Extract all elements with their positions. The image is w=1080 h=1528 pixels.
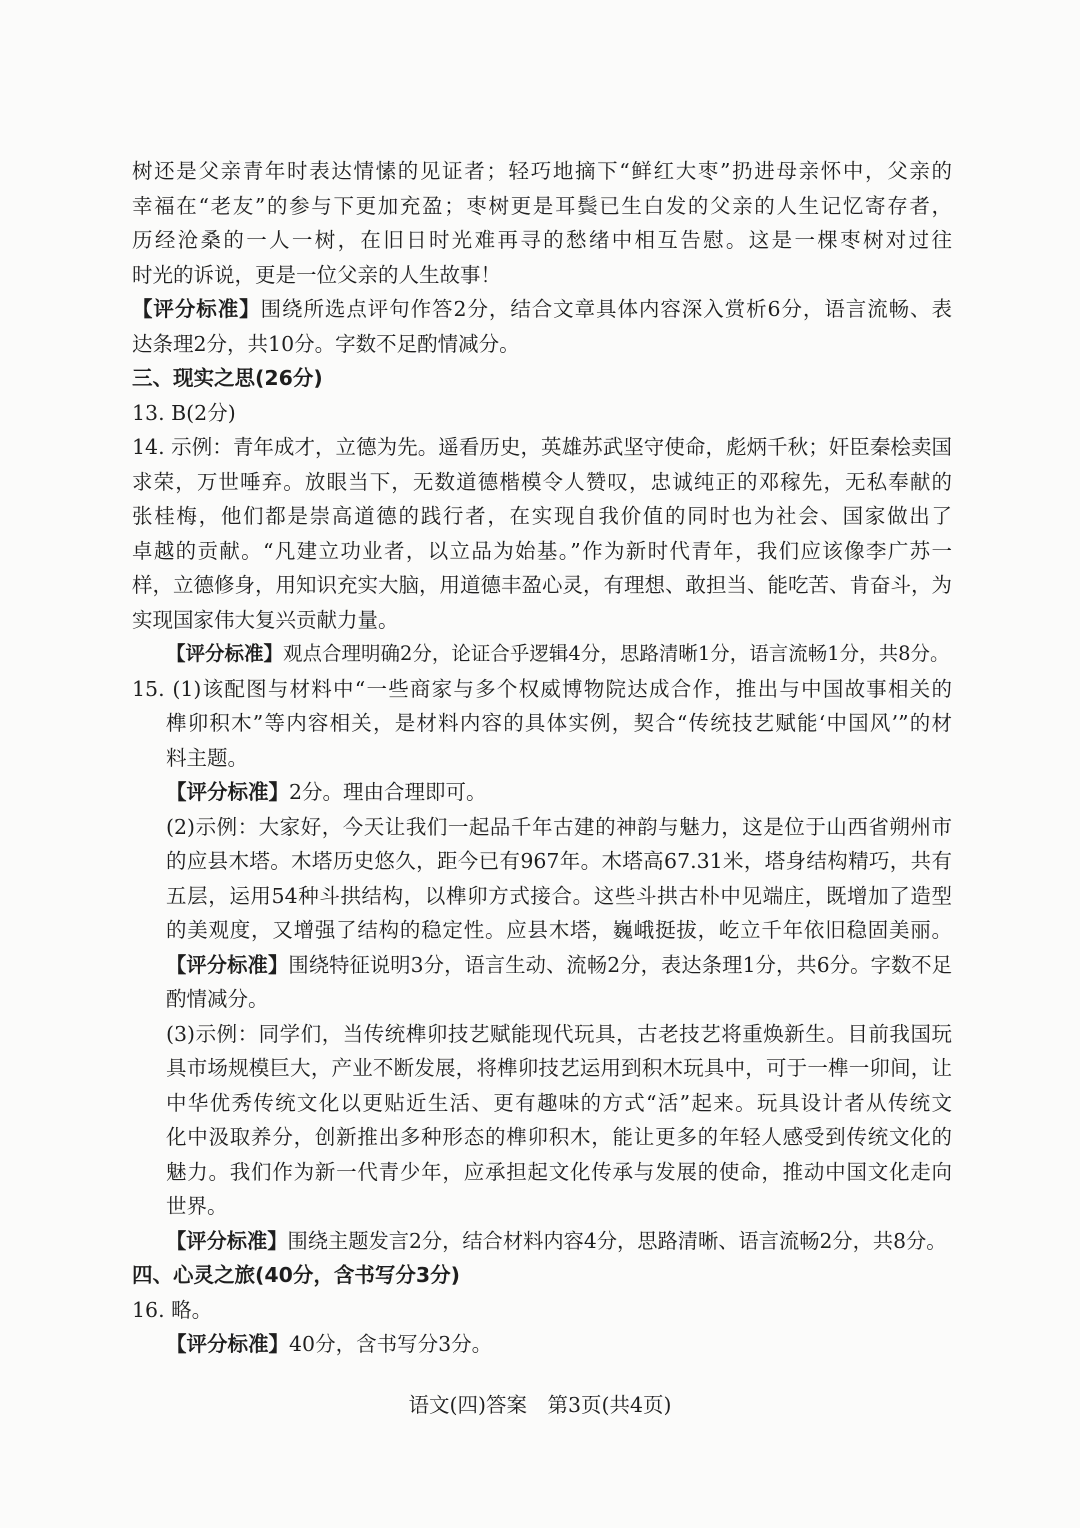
section-heading-3: 三、现实之思(26分) <box>132 366 323 390</box>
text-line: 求荣，万世唾弃。放眼当下，无数道德楷模令人赞叹，忠诚纯正的邓稼先，无私奉献的 <box>132 469 952 494</box>
section-heading-4: 四、心灵之旅(40分，含书写分3分) <box>132 1263 461 1287</box>
text-line: 达条理2分，共10分。字数不足酌情减分。 <box>132 331 520 356</box>
text-line: 魅力。我们作为新一代青少年，应承担起文化传承与发展的使命，推动中国文化走向 <box>166 1159 952 1184</box>
scoring-criteria-text: 观点合理明确2分，论证合乎逻辑4分，思路清晰1分，语言流畅1分，共8分。 <box>283 642 950 665</box>
text-line: (3)示例：同学们，当传统榫卯技艺赋能现代玩具，古老技艺将重焕新生。目前我国玩 <box>166 1021 952 1046</box>
text-line: 的应县木塔。木塔历史悠久，距今已有967年。木塔高67.31米，塔身结构精巧，共有 <box>166 849 952 873</box>
text-line: 五层，运用54种斗拱结构，以榫卯方式接合。这些斗拱古朴中见端庄，既增加了造型 <box>166 883 952 908</box>
text-line: 时光的诉说，更是一位父亲的人生故事！ <box>132 262 501 287</box>
text-line: 的美观度，又增强了结构的稳定性。应县木塔，巍峨挺拔，屹立千年依旧稳固美丽。 <box>166 918 952 942</box>
scoring-criteria-15-2 <box>132 948 952 1017</box>
text-line: 世界。 <box>166 1194 228 1218</box>
text-line: 化中汲取养分，创新推出多种形态的榫卯积木，能让更多的年轻人感受到传统文化的 <box>166 1125 952 1149</box>
scoring-criteria-text: 围绕主题发言2分，结合材料内容4分，思路清晰、语言流畅2分，共8分。 <box>287 1228 947 1253</box>
scoring-criteria-15-3 <box>132 1224 952 1259</box>
scoring-criteria-text: 40分，含书写分3分。 <box>289 1332 493 1356</box>
scoring-criteria-label: 【评分标准】 <box>166 780 289 804</box>
text-line: 树还是父亲青年时表达情愫的见证者；轻巧地摘下“鲜红大枣”扔进母亲怀中，父亲的 <box>132 159 952 183</box>
scoring-criteria-label: 【评分标准】 <box>166 952 289 977</box>
scoring-criteria-essay <box>132 292 952 361</box>
scoring-criteria-text: 2分。理由合理即可。 <box>289 780 487 804</box>
scoring-criteria-label: 【评分标准】 <box>166 1332 289 1356</box>
text-line: 14. 示例：青年成才，立德为先。遥看历史，英雄苏武坚守使命，彪炳千秋；奸臣秦桧卖国 <box>132 435 952 459</box>
text-line: 具市场规模巨大，产业不断发展，将榫卯技艺运用到积木玩具中，可于一榫一卯间，让 <box>166 1056 952 1080</box>
question-14-answer <box>132 430 952 637</box>
text-line: 酌情减分。 <box>166 987 269 1011</box>
text-line: 15. (1)该配图与材料中“一些商家与多个权威博物院达成合作，推出与中国故事相关的 <box>132 676 952 701</box>
question-15-1-answer <box>132 672 952 776</box>
scoring-criteria-label: 【评分标准】 <box>166 1228 288 1253</box>
scoring-criteria-14 <box>132 637 952 672</box>
page-footer: 语文(四)答案 第3页(共4页) <box>408 1393 672 1417</box>
text-line: 中华优秀传统文化以更贴近生活、更有趣味的方式“活”起来。玩具设计者从传统文 <box>166 1090 952 1115</box>
text-line: 张桂梅，他们都是崇高道德的践行者，在实现自我价值的同时也为社会、国家做出了 <box>132 504 952 528</box>
essay-commentary-paragraph <box>132 154 952 292</box>
question-15-3-answer <box>132 1017 952 1224</box>
text-line: 卓越的贡献。“凡建立功业者，以立品为始基。”作为新时代青年，我们应该像李广苏一 <box>132 538 952 563</box>
scoring-criteria-label: 【评分标准】 <box>132 297 261 321</box>
question-16-answer: 16. 略。 <box>132 1297 213 1322</box>
scoring-criteria-text: 围绕所选点评句作答2分，结合文章具体内容深入赏析6分，语言流畅、表 <box>260 297 952 321</box>
text-line: 料主题。 <box>166 745 248 770</box>
text-line: 幸福在“老友”的参与下更加充盈；枣树更是耳鬓已生白发的父亲的人生记忆寄存者， <box>132 193 952 218</box>
scoring-criteria-text: 围绕特征说明3分，语言生动、流畅2分，表达条理1分，共6分。字数不足 <box>288 952 952 977</box>
question-15-2-answer <box>132 810 952 948</box>
text-line: 样，立德修身，用知识充实大脑，用道德丰盈心灵，有理想、敢担当、能吃苦、肯奋斗，为 <box>132 573 952 597</box>
scoring-criteria-16 <box>132 1327 952 1362</box>
text-line: 实现国家伟大复兴贡献力量。 <box>132 607 399 632</box>
text-line: 历经沧桑的一人一树，在旧日时光难再寻的愁绪中相互告慰。这是一棵枣树对过往 <box>132 228 952 252</box>
scoring-criteria-15-1 <box>132 775 952 810</box>
page-content <box>132 154 952 1362</box>
text-line: 榫卯积木”等内容相关，是材料内容的具体实例，契合“传统技艺赋能‘中国风’”的材 <box>166 711 952 735</box>
question-13-answer: 13. B(2分) <box>132 400 236 425</box>
text-line: (2)示例：大家好，今天让我们一起品千年古建的神韵与魅力，这是位于山西省朔州市 <box>166 814 952 839</box>
scoring-criteria-label: 【评分标准】 <box>166 642 284 665</box>
